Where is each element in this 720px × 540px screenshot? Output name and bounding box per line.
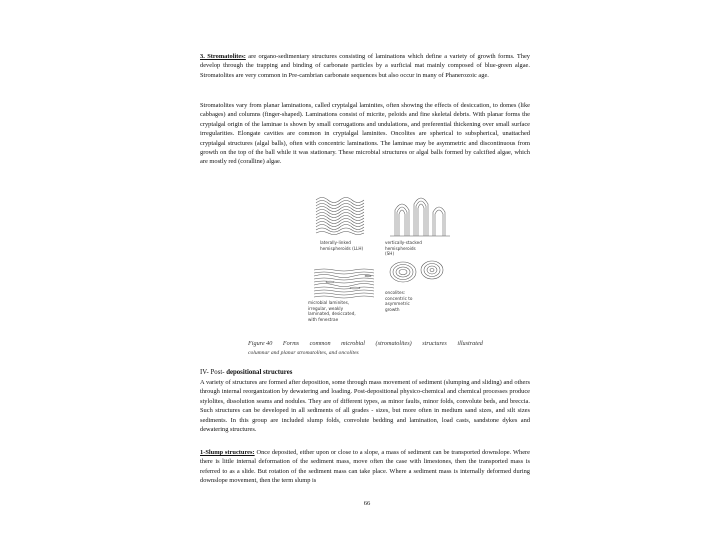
post-depositional-paragraph: A variety of structures are formed after deposition, some through mass movement of sediment (slumping and sliding) and others through internal reorganization by dewatering and loading. Post-depositional physico-chemical and chemical processes produce stylolites, dissolution seams and nodules. They are of different types, as minor faults, minor folds, convolute beds, and breccia. Such structures can be developed in all sediments of all grades - sizes, but more often in medium sand sizes, and silt sizes sediments. In this group are included slump folds, convolute bedding and lamination, load casts, sandstone dykes and dewatering structures. [200,379,530,434]
subsection-1-heading: 1-Slump structures: [200,449,255,456]
stromatolite-forms-paragraph: Stromatolites vary from planar laminations, called cryptalgal laminites, often showing the effects of desiccation, to domes (like cabbages) and columns (finger-shaped). Laminations consist of micrite, peloids and fine skeletal debris. With planar forms the cryptalgal origin of the laminae is shown by small corrugations and undulations, and preferential thickening over small surface irregularities. Elongate cavities are common in cryptalgal laminites. Oncolites are spherical to subspherical, unattached cryptalgal structures (algal balls), often with concentric laminations. The laminae may be asymmetric and discontinuous from growth on the top of the ball while it was stationary. These microbial structures or algal balls formed by calcified algae, which are mostly red (coralline) algae. [200,102,530,166]
panel-label-oncolites: oncolites: concentric to asymmetric growth [385,290,413,312]
caption-word: Forms [282,340,300,347]
caption-word: illustrated [457,340,483,347]
oncolite-drawing [390,261,443,282]
panel-label-llh: laterally-linked hemispheroids (LLH) [320,240,364,251]
section-4-heading: IV- Post- depositional structures [200,369,293,376]
stromatolites-paragraph [200,52,530,80]
sh-drawing [390,198,450,236]
caption-word: microbial [341,340,365,347]
panel-label-sh: vertically-stacked hemispheroids (SH) [385,240,422,257]
slump-structures-paragraph [200,448,530,486]
page-number: 66 [363,500,371,507]
figure-caption-subtitle: columnar and planar stromatolites, and oncolites [248,350,359,356]
section-3-heading: 3. Stromatolites: [200,53,246,60]
caption-word: structures [422,340,447,347]
subsection-1-text: Once deposited, either upon or close to a slope, a mass of sediment can be transported downslope. Where there is little internal deformation of the sediment mass, move often the case with limestones, then the transported mass is referred to as a slide. But rotation of the sediment mass can take place. Where a sediment mass is internally deformed during downslope movement, then the term slump is [200,449,530,485]
caption-word: (stromatolites) [375,340,412,347]
llh-drawing [316,198,364,235]
section-3-text: are organo-sedimentary structures consisting of laminations which define a variety of growth forms. They develop through the trapping and binding of carbonate particles by a surficial mat mainly composed of blue-green algae. Stromatolites are very common in Pre-cambrian carbonate sequences but also occur in many of Phanerozoic age. [200,53,530,79]
caption-word: common [309,340,331,347]
figure-caption [248,339,533,348]
panel-label-laminites: microbial laminites, irregular, weakly laminated, desiccated, with fenestrae [308,300,356,322]
stromatolite-figure [300,190,530,355]
laminite-drawing [314,269,374,298]
figure-number: Figure 40 [248,340,273,347]
